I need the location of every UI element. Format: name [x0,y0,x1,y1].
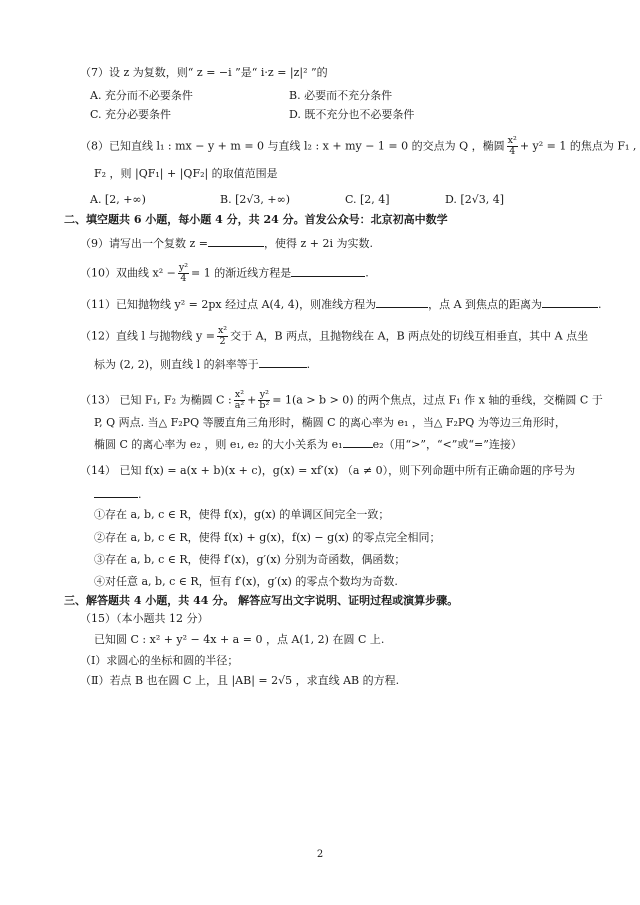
fraction-denominator: a² [234,400,245,411]
q7-option-a: A. 充分而不必要条件 [90,89,193,102]
q12-text-b: 交于 A，B 两点，且抛物线在 A，B 两点处的切线互相垂直，其中 A 点坐 [230,329,589,343]
q8-line2: F₂ ，则 |QF₁| + |QF₂| 的取值范围是 [94,167,278,180]
q7-option-b: B. 必要而不充分条件 [289,89,393,102]
q13-text-b: = 1(a > b > 0) 的两个焦点，过点 F₁ 作 x 轴的垂线，交椭圆 C 于 [272,393,603,407]
q10-fraction [178,263,189,284]
q7-option-c: C. 充分必要条件 [90,108,172,121]
q8-option-d: D. [2√3, 4] [445,193,505,206]
q14-answer-line [94,487,142,502]
q12-line2 [94,357,310,372]
q8-option-b: B. [2√3, +∞) [220,193,291,206]
fraction-numerator: x² [217,325,228,336]
q8-line1 [80,136,636,157]
q9-text-a: （9）请写出一个复数 z = [80,237,209,250]
q12-line1 [80,326,588,347]
q12-line2-text: 标为 (2, 2)，则直线 l 的斜率等于 [94,358,259,371]
q13-fraction-x [234,390,245,411]
q10-text-a: （10）双曲线 x² − [80,266,176,280]
q7-stem: （7）设 z 为复数，则“ z = −i ”是“ i·z = |z|² ”的 [80,66,328,79]
q11-answer-blank-2[interactable] [542,297,598,308]
q10-text-c: . [365,266,369,280]
q15-heading: （15）（本小题共 12 分） [80,612,209,625]
q10 [80,263,369,284]
q15-stem: 已知圆 C : x² + y² − 4x + a = 0 ，点 A(1, 2) 在圆 C 上. [94,633,385,646]
q7-option-d: D. 既不充分也不必要条件 [289,108,415,121]
q13-answer-blank[interactable] [343,437,373,448]
q14-stem: （14） 已知 f(x) = a(x + b)(x + c)，g(x) = xf′(x) （a ≠ 0），则下列命题中所有正确命题的序号为 [80,464,576,477]
fraction-numerator: x² [507,135,517,146]
fraction-numerator: x² [234,389,245,400]
q12-fraction [217,326,228,347]
q12-text-a: （12）直线 l 与抛物线 y = [80,329,215,343]
q8-ellipse-fraction [507,136,518,157]
q13-text-a: （13） 已知 F₁, F₂ 为椭圆 C : [80,393,232,407]
q14-item-4: ④对任意 a, b, c ∈ R，恒有 f′(x)，g′(x) 的零点个数均为奇数. [94,575,398,588]
q14-item-2: ②存在 a, b, c ∈ R，使得 f(x) + g(x)，f(x) − g(x) 的零点完全相同； [94,531,441,544]
section3-heading: 三、解答题共 4 小题，共 44 分。 解答应写出文字说明、证明过程或演算步骤。 [64,594,459,607]
q12-answer-blank[interactable] [259,357,307,368]
q8-option-c: C. [2, 4] [345,193,390,206]
fraction-denominator: b² [259,400,270,411]
fraction-numerator: y² [178,262,189,273]
q10-text-b: = 1 的渐近线方程是 [191,266,292,280]
q11-text-b: ，点 A 到焦点的距离为 [428,298,543,311]
q8-option-a: A. [2, +∞) [90,193,146,206]
q13-line3-text: 椭圆 C 的离心率为 e₂ ，则 e₁, e₂ 的大小关系为 e₁ [94,438,343,451]
q8-line1-tail: + y² = 1 的焦点为 F₁ , [519,139,637,153]
fraction-numerator: y² [259,389,269,400]
q11-text-a: （11）已知抛物线 y² = 2px 经过点 A(4, 4)，则准线方程为 [80,298,377,311]
q13-line1 [80,390,603,411]
q13-line3-end: e₂（用“>”，“<”或“=”连接） [372,438,522,451]
q15-part-2: （Ⅱ）若点 B 也在圆 C 上，且 |AB| = 2√5 ，求直线 AB 的方程. [80,674,400,687]
fraction-denominator: 4 [509,146,516,157]
q14-answer-blank[interactable] [94,487,138,498]
q11 [80,297,602,312]
q8-line1-text: （8）已知直线 l₁ : mx − y + m = 0 与直线 l₂ : x + my − 1 = 0 的交点为 Q ，椭圆 [80,139,505,153]
page-number: 2 [316,849,324,860]
q13-fraction-y [258,390,270,411]
q9 [80,236,373,251]
q14-item-1: ①存在 a, b, c ∈ R，使得 f(x)，g(x) 的单调区间完全一致； [94,508,390,521]
q15-part-1: （Ⅰ）求圆心的坐标和圆的半径； [80,654,239,667]
q13-line3 [94,437,522,452]
q13-plus: + [247,393,257,407]
q9-answer-blank[interactable] [208,236,264,247]
q10-answer-blank[interactable] [291,266,365,277]
q13-line2: P, Q 两点. 当△ F₂PQ 等腰直角三角形时，椭圆 C 的离心率为 e₁ ，当△ F₂PQ 为等边三角形时， [94,416,566,429]
q11-text-c: . [598,298,602,311]
q11-answer-blank-1[interactable] [376,297,428,308]
section2-heading: 二、填空题共 6 小题，每小题 4 分，共 24 分。首发公众号：北京初高中数学 [64,213,448,226]
q14-item-3: ③存在 a, b, c ∈ R，使得 f′(x)，g′(x) 分别为奇函数，偶函数； [94,553,406,566]
fraction-denominator: 4 [180,273,187,284]
q14-answer-end: . [138,488,142,501]
fraction-denominator: 2 [219,336,226,347]
q9-text-b: ，使得 z + 2i 为实数. [264,237,374,250]
q12-line2-end: . [306,358,311,371]
